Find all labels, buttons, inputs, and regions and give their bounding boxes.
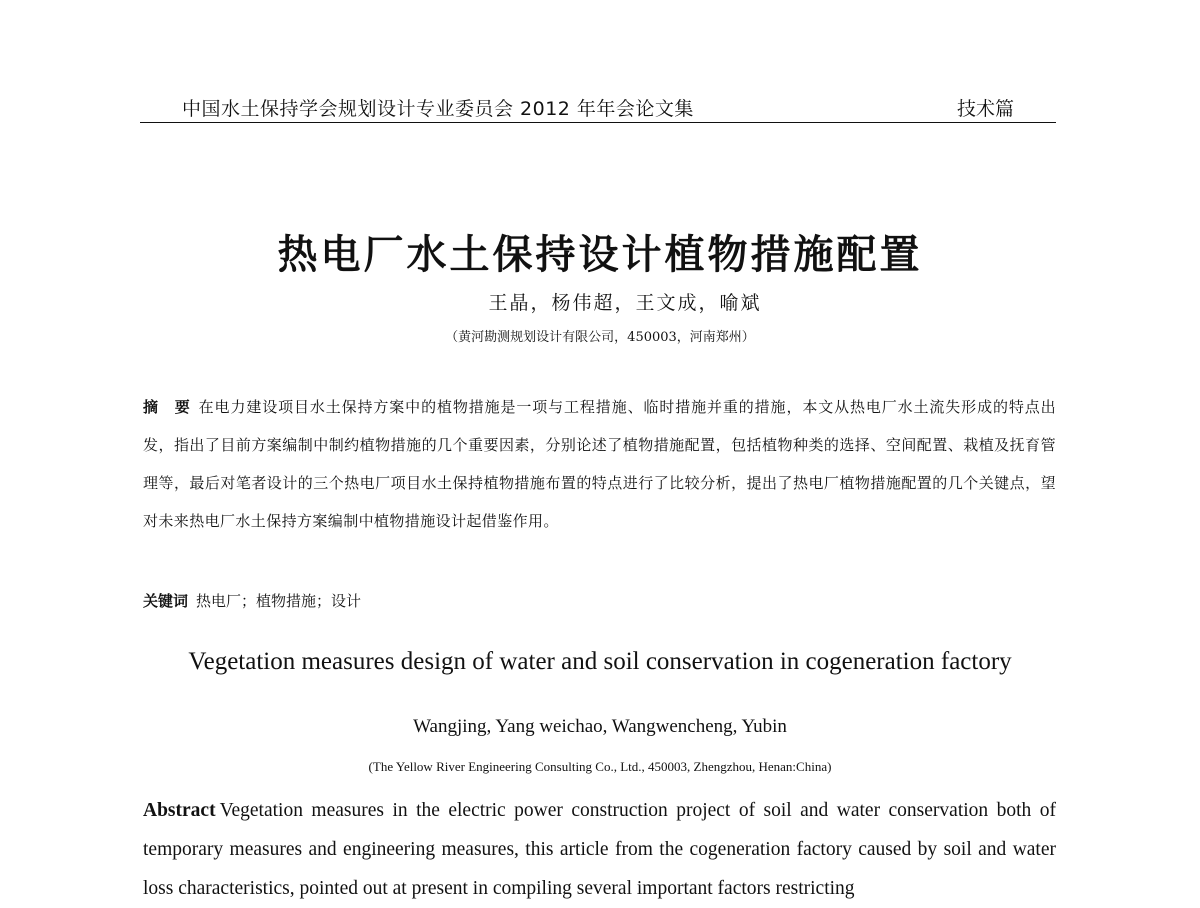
english-abstract: [143, 791, 1056, 908]
english-abstract-text: Vegetation measures in the electric power construction project of soil and water conservation both of temporary measures and engineering measures, this article from the cogeneration factory caused by soil and water loss characteristics, pointed out at present in compiling several important factors restricting: [143, 800, 1056, 899]
english-title: Vegetation measures design of water and soil conservation in cogeneration factory: [188, 648, 1012, 675]
english-affiliation: (The Yellow River Engineering Consulting Co., Ltd., 450003, Zhengzhou, Henan:China): [368, 759, 832, 774]
chinese-abstract-label: 摘 要: [143, 398, 191, 416]
english-authors: Wangjing, Yang weichao, Wangwencheng, Yubin: [413, 716, 787, 737]
chinese-affiliation: （黄河勘测规划设计有限公司，450003，河南郑州）: [445, 330, 755, 345]
header-proceedings-title: 中国水土保持学会规划设计专业委员会 2012 年年会论文集: [182, 98, 694, 120]
header-section-name: 技术篇: [956, 98, 1014, 120]
chinese-abstract: [143, 388, 1056, 540]
chinese-title: 热电厂水土保持设计植物措施配置: [277, 232, 923, 278]
chinese-keywords-text: 热电厂；植物措施；设计: [196, 592, 362, 610]
chinese-keywords: [143, 590, 361, 611]
chinese-keywords-label: 关键词: [143, 592, 189, 610]
chinese-abstract-text: 在电力建设项目水土保持方案中的植物措施是一项与工程措施、临时措施并重的措施，本文从热电厂水土流失形成的特点出发，指出了目前方案编制中制约植物措施的几个重要因素，分别论述了植物措施配置，包括植物种类的选择、空间配置、栽植及抚育管理等，最后对笔者设计的三个热电厂项目水土保持植物措施布置的特点进行了比较分析，提出了热电厂植物措施配置的几个关键点，望对未来热电厂水土保持方案编制中植物措施设计起借鉴作用。: [143, 398, 1057, 530]
chinese-authors: 王晶，杨伟超，王文成，喻斌: [488, 292, 762, 314]
header-rule: [140, 122, 1056, 123]
running-header: [140, 92, 1056, 124]
english-abstract-label: Abstract: [143, 800, 216, 821]
